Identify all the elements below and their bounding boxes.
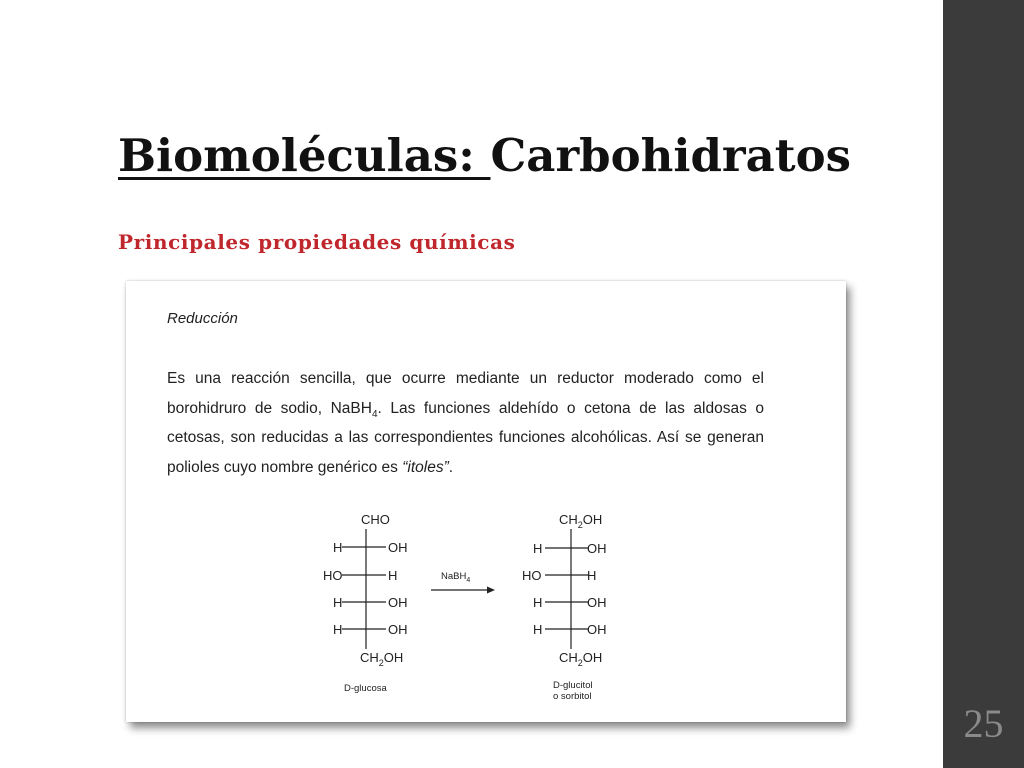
reactant-row2-left: HO: [323, 568, 343, 583]
excerpt-italic-term: “itoles”: [402, 458, 449, 476]
product-name-line2: o sorbitol: [553, 691, 592, 702]
reactant-row2-right: H: [388, 568, 398, 583]
reactant-top-group: CHO: [361, 512, 390, 527]
product-row1-left: H: [533, 541, 543, 556]
reduction-scheme: [126, 281, 846, 722]
reactant-bottom-group: $CH_2OH$: [360, 650, 404, 668]
excerpt-subscript: 4: [371, 408, 378, 420]
reaction-arrow: [431, 571, 495, 594]
product-bottom-group: $CH_2OH$: [559, 650, 603, 668]
textbook-excerpt-image: [126, 281, 846, 722]
slide-sidebar: [943, 0, 1024, 768]
product-row2-left: HO: [522, 568, 542, 583]
product-row1-right: OH: [587, 541, 607, 556]
reagent-arrowhead: [487, 587, 495, 594]
product-top-group: $CH_2OH$: [559, 512, 603, 530]
slide-title: [118, 128, 851, 184]
reactant-row4-right: OH: [388, 622, 408, 637]
title-rest: Carbohidratos: [490, 129, 851, 182]
product-row2-right: H: [587, 568, 597, 583]
slide-number: 25: [963, 701, 1004, 746]
product-fischer-projection: [522, 512, 607, 702]
product-row3-right: OH: [587, 595, 607, 610]
excerpt-text-2: . Las funciones aldehído o cetona de las aldosas o cetosas, son reducidas a las correspondientes funciones alcohólicas. Así se generan polioles cuyo nombre genérico es: [167, 399, 765, 476]
reactant-row3-left: H: [333, 595, 343, 610]
reactant-fischer-projection: [323, 512, 408, 694]
title-underlined-part: Biomoléculas:: [118, 129, 491, 182]
reactant-row4-left: H: [333, 622, 343, 637]
excerpt-text-1: Es una reacción sencilla, que ocurre mediante un reductor moderado como el borohidruro de sodio, NaBH: [167, 370, 764, 417]
excerpt-text-3: .: [448, 458, 454, 476]
slide-subtitle: Principales propiedades químicas: [118, 230, 516, 254]
reactant-row1-left: H: [333, 540, 343, 555]
reactant-row3-right: OH: [388, 595, 408, 610]
product-row4-left: H: [533, 622, 543, 637]
product-row4-right: OH: [587, 622, 607, 637]
reactant-row1-right: OH: [388, 540, 408, 555]
reactant-name: D-glucosa: [344, 683, 387, 694]
reagent-label: NaBH$_4$: [441, 571, 471, 584]
product-name-line1: D-glucitol: [553, 680, 593, 691]
product-row3-left: H: [533, 595, 543, 610]
excerpt-heading: Reducción: [167, 310, 238, 327]
